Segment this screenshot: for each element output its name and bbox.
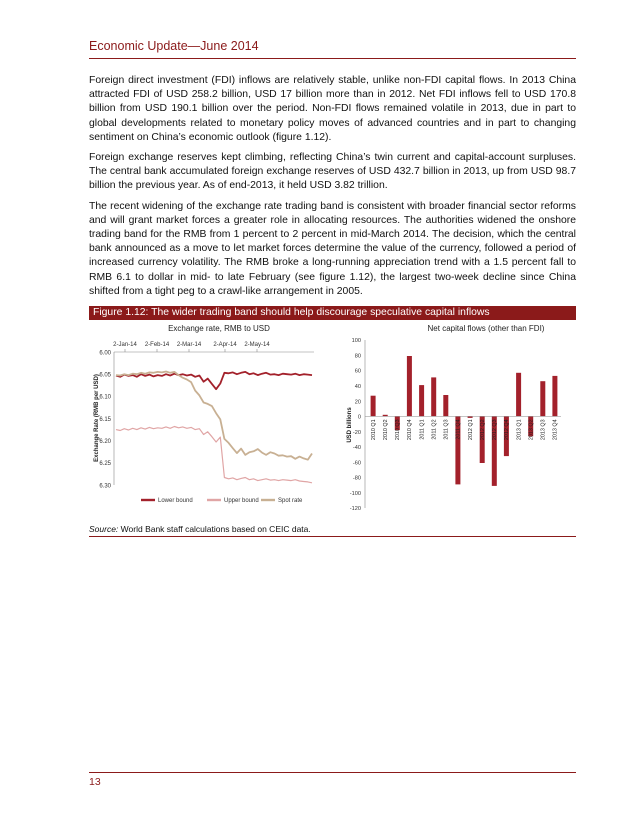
x-tick-label: 2-Jan-14 bbox=[113, 342, 137, 348]
x-category-label: 2010 Q1 bbox=[370, 419, 377, 441]
y-tick-label: -80 bbox=[352, 475, 361, 482]
paragraph-fdi: Foreign direct investment (FDI) inflows are relatively stable, unlike non-FDI capital flows. In 2013 China attracted FDI of USD 258.2 billion, USD 17 billion more than in 2012. Net FDI inflows fell to USD 170.8 billion from USD 190.1 billion over the period. Non-FDI flows remained volatile in 2013, due in part to global developments related to monetary policy moves of advanced countries and in part to changing sentiment on China’s economic outlook (figure 1.12). bbox=[89, 75, 576, 143]
x-category-label: 2013 Q4 bbox=[552, 419, 559, 441]
x-category-label: 2012 Q4 bbox=[504, 419, 511, 441]
figure-1-12 bbox=[89, 306, 576, 536]
x-tick-label: 2-Mar-14 bbox=[176, 342, 202, 348]
y-tick-label: 6.15 bbox=[99, 416, 111, 423]
y-tick-label: 80 bbox=[354, 353, 361, 360]
x-category-label: 2011 Q2 bbox=[431, 419, 438, 440]
figure-title: Figure 1.12: The wider trading band should help discourage speculative capital inflows bbox=[89, 306, 576, 320]
y-tick-label: 6.10 bbox=[99, 394, 111, 401]
y-tick-label: 40 bbox=[354, 384, 361, 391]
y-tick-label: -120 bbox=[349, 506, 361, 513]
y-axis-label: USD billions bbox=[347, 407, 353, 443]
y-tick-label: 6.25 bbox=[99, 461, 111, 468]
y-tick-label: 60 bbox=[354, 368, 361, 375]
body-text bbox=[89, 74, 576, 305]
y-tick-label: 6.20 bbox=[99, 438, 111, 445]
source-label: Source: bbox=[89, 524, 119, 534]
x-tick-label: 2-Apr-14 bbox=[213, 342, 237, 348]
chart-title: Exchange rate, RMB to USD bbox=[168, 324, 270, 333]
x-category-label: 2011 Q4 bbox=[455, 419, 462, 440]
exchange-rate-chart bbox=[89, 320, 329, 512]
bar bbox=[419, 385, 424, 416]
x-category-label: 2013 Q2 bbox=[528, 419, 535, 441]
series-line-spot-rate bbox=[116, 372, 312, 460]
bar bbox=[443, 395, 448, 416]
y-tick-label: 100 bbox=[351, 338, 361, 345]
x-tick-label: 2-Feb-14 bbox=[144, 342, 170, 348]
x-category-label: 2010 Q4 bbox=[407, 419, 414, 441]
chart-title: Net capital flows (other than FDI) bbox=[427, 324, 545, 333]
x-category-label: 2010 Q3 bbox=[395, 419, 402, 441]
bar bbox=[371, 396, 376, 417]
x-category-label: 2012 Q3 bbox=[492, 419, 499, 441]
x-category-label: 2011 Q3 bbox=[443, 419, 450, 440]
legend-label: Upper bound bbox=[224, 498, 259, 505]
bar bbox=[431, 377, 436, 416]
paragraph-trading-band: The recent widening of the exchange rate trading band is consistent with broader financial sector reforms and will grant market forces a greater role in allocating resources. The authorities widened the onshore trading band for the RMB from 1 percent to 2 percent in mid-March 2014. The decision, which the central bank announced as a move to let market forces determine the value of the currency, followed a period of increased currency volatility. The RMB broke a long-running appreciation trend with a 1.5 percent fall to RMB 6.1 to dollar in mid- to late February (see figure 1.12), the largest two-week decline since China shifted from a tight peg to a crawl-like arrangement in 2005. bbox=[89, 200, 576, 297]
x-category-label: 2011 Q1 bbox=[419, 419, 426, 440]
y-tick-label: 20 bbox=[354, 399, 361, 406]
running-header: Economic Update—June 2014 bbox=[89, 39, 259, 53]
net-capital-flows-chart bbox=[331, 320, 581, 522]
x-category-label: 2013 Q3 bbox=[540, 419, 547, 441]
y-tick-label: -60 bbox=[352, 460, 361, 467]
source-text: World Bank staff calculations based on CEIC data. bbox=[118, 524, 311, 534]
y-tick-label: -20 bbox=[352, 429, 361, 436]
y-tick-label: 0 bbox=[357, 414, 361, 421]
y-tick-label: 6.05 bbox=[99, 372, 111, 379]
x-tick-label: 2-May-14 bbox=[244, 342, 270, 348]
header-rule bbox=[89, 58, 576, 59]
paragraph-reserves: Foreign exchange reserves kept climbing, reflecting China’s twin current and capital-account surpluses. The central bank accumulated foreign exchange reserves of USD 432.7 billion in 2013, up from USD 98.7 billion the previous year. As of end-2013, it held USD 3.82 trillion. bbox=[89, 152, 576, 192]
figure-body bbox=[89, 320, 576, 537]
x-category-label: 2012 Q2 bbox=[480, 419, 486, 441]
y-axis-label: Exchange Rate (RMB per USD) bbox=[94, 374, 100, 462]
bar bbox=[407, 356, 412, 416]
footer-rule bbox=[89, 772, 576, 773]
y-tick-label: 6.00 bbox=[99, 350, 111, 357]
legend-label: Lower bound bbox=[158, 498, 193, 505]
bar bbox=[552, 376, 557, 417]
y-tick-label: 6.30 bbox=[99, 483, 111, 490]
y-tick-label: -40 bbox=[352, 445, 361, 452]
legend-label: Spot rate bbox=[278, 498, 303, 505]
figure-source bbox=[89, 524, 311, 534]
bar bbox=[540, 381, 545, 416]
x-category-label: 2010 Q2 bbox=[383, 419, 389, 441]
page-number: 13 bbox=[89, 776, 101, 788]
y-tick-label: -100 bbox=[349, 490, 361, 497]
x-category-label: 2013 Q1 bbox=[516, 419, 523, 441]
bar bbox=[516, 373, 521, 417]
x-category-label: 2012 Q1 bbox=[467, 419, 474, 441]
